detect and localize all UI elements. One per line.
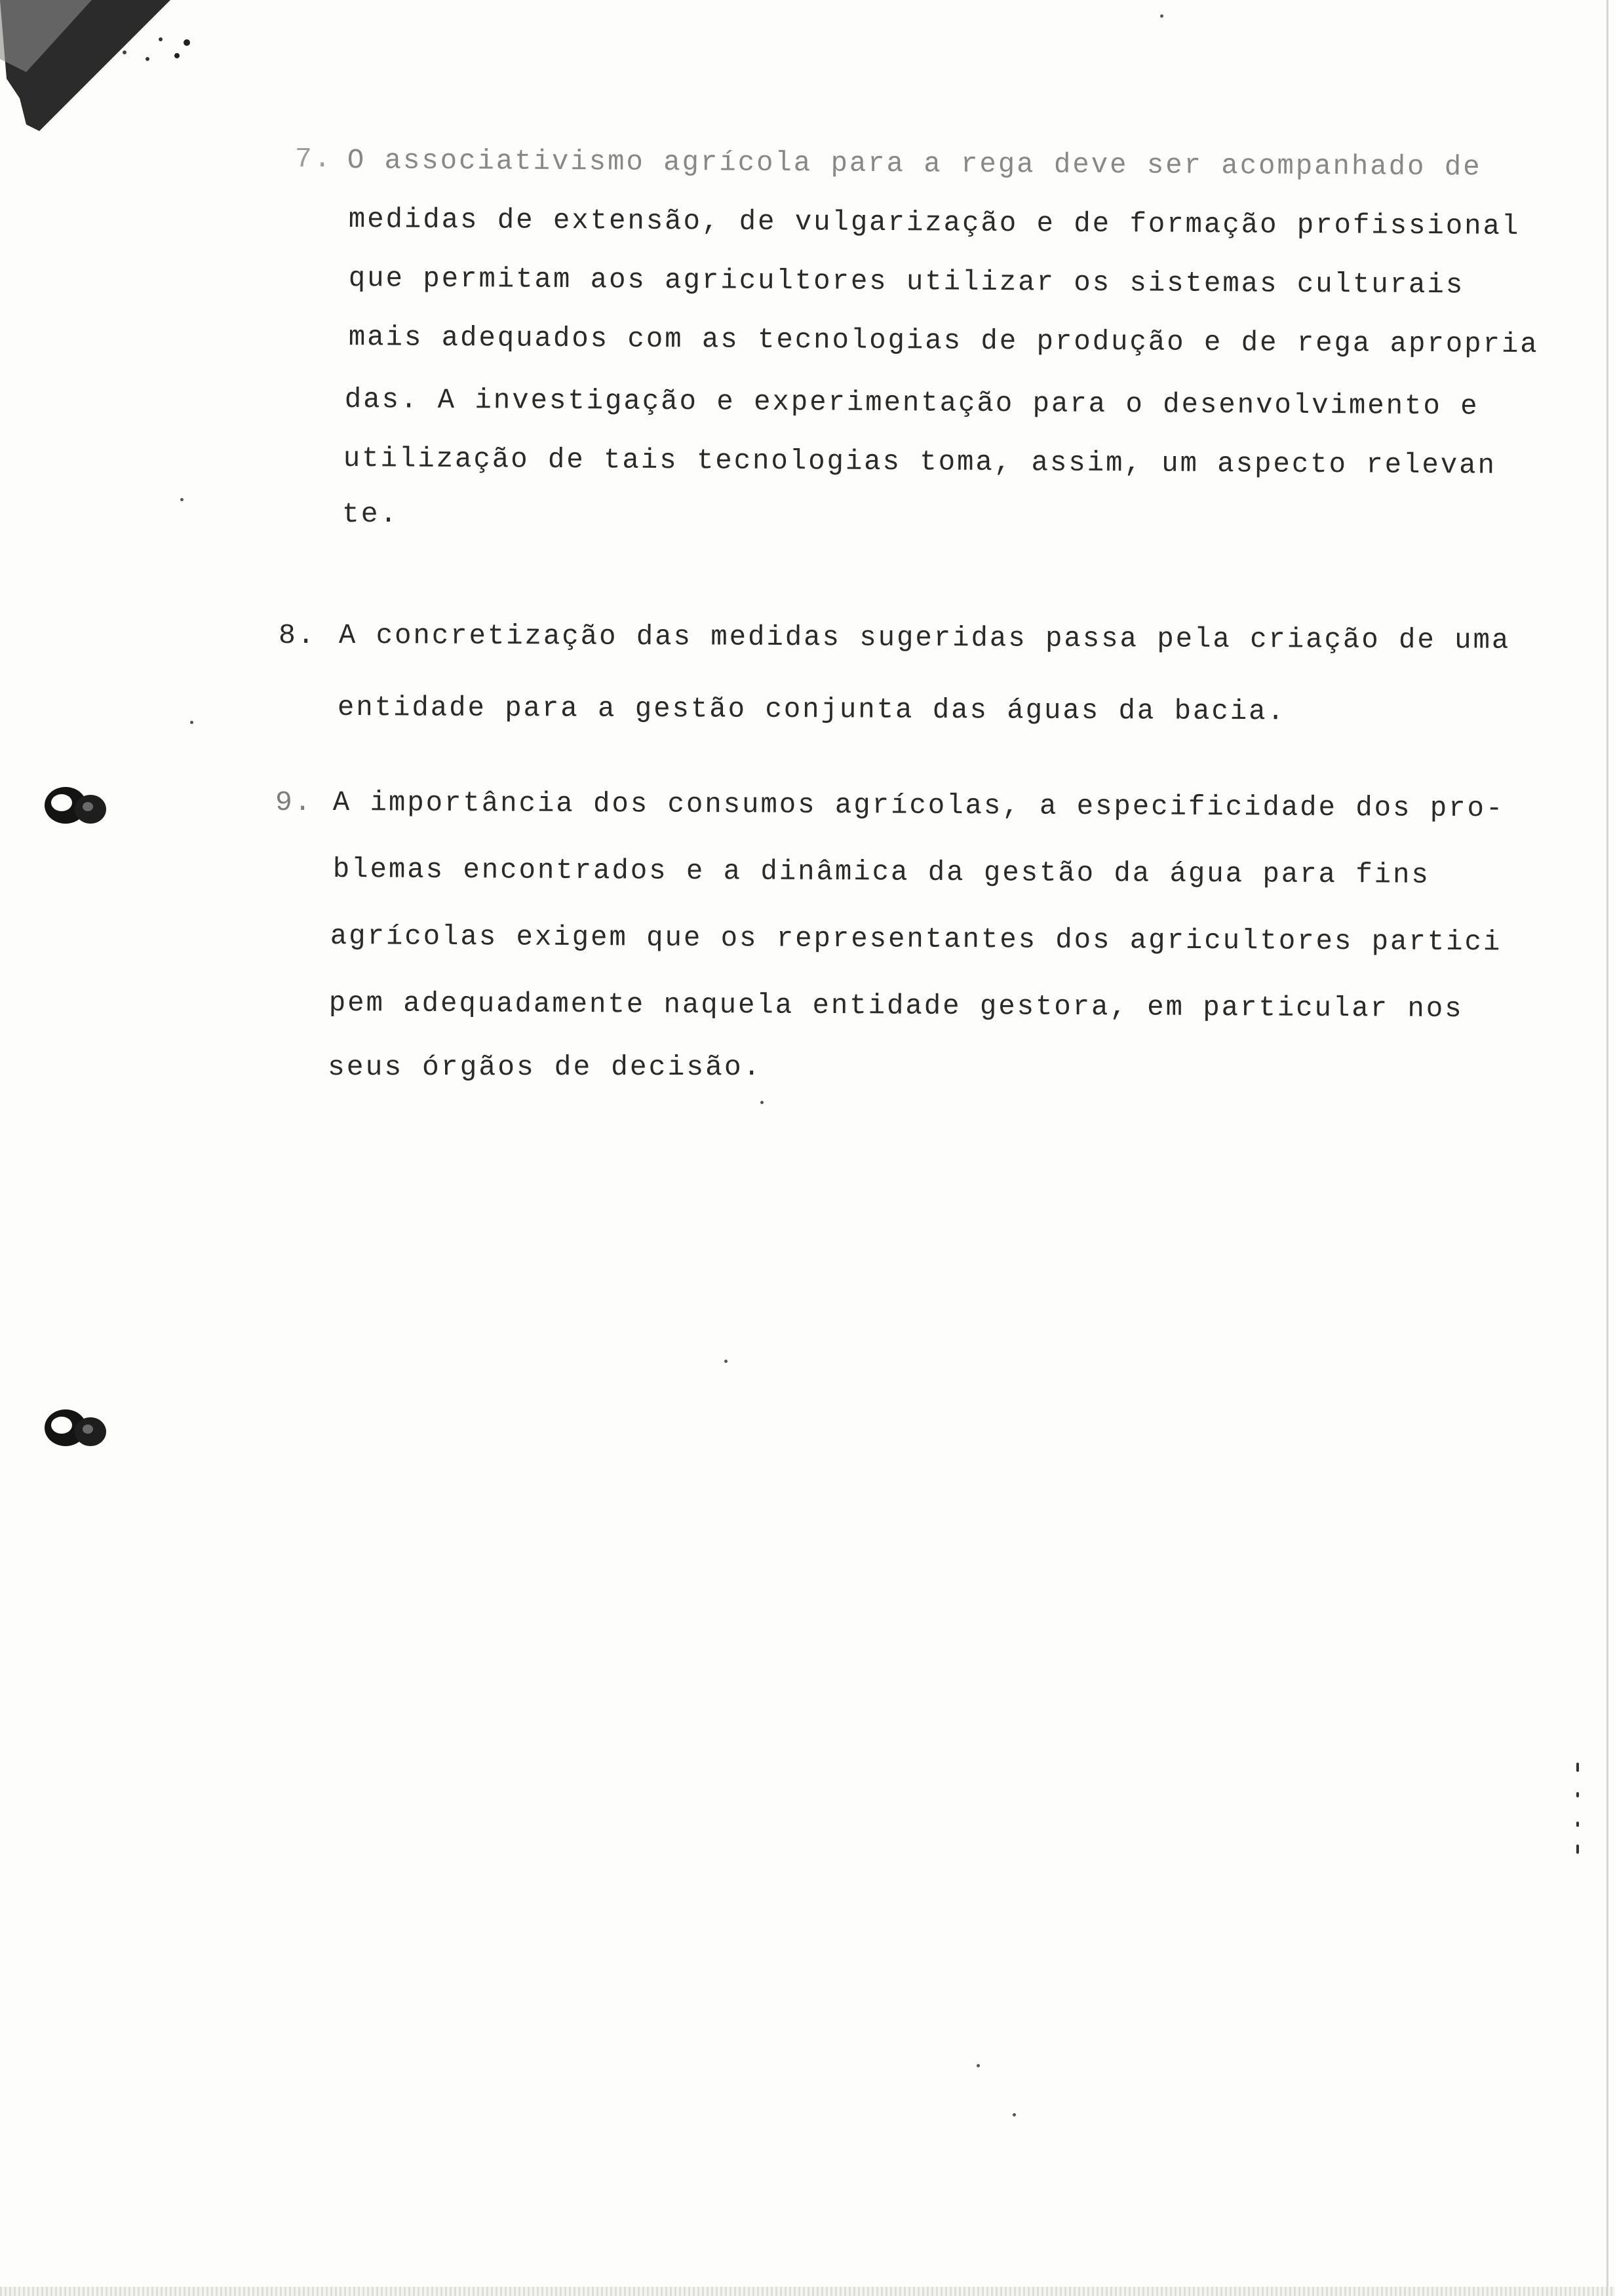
- margin-mark: [1576, 1822, 1579, 1827]
- scan-speck: [1160, 14, 1163, 18]
- scan-speck: [190, 721, 193, 724]
- scan-speck: [977, 2064, 980, 2067]
- paragraph-line: das. A investigação e experimentação para o desenvolvimento e: [344, 383, 1479, 423]
- numbered-paragraph-9: [275, 786, 1573, 1101]
- paragraph-line: O associativismo agrícola para a rega deve ser acompanhado de: [347, 144, 1482, 183]
- paragraph-line: entidade para a gestão conjunta das águas da bacia.: [337, 691, 1286, 728]
- paragraph-line: mais adequados com as tecnologias de produção e de rega apropria: [348, 321, 1539, 361]
- paragraph-line: medidas de extensão, de vulgarização e de formação profissional: [348, 203, 1521, 242]
- margin-mark: [1576, 1763, 1579, 1772]
- paragraph-line: pem adequadamente naquela entidade gestora, em particular nos: [328, 987, 1464, 1025]
- margin-mark: [1576, 1792, 1579, 1797]
- paragraph-number: 8.: [279, 619, 317, 651]
- margin-mark: [1576, 1845, 1579, 1854]
- paragraph-line: A concretização das medidas sugeridas passa pela criação de uma: [338, 619, 1511, 657]
- binder-hole-mark: [39, 1406, 111, 1451]
- numbered-paragraph-7: [295, 131, 1573, 577]
- paragraph-line: A importância dos consumos agrícolas, a especificidade dos pro-: [332, 786, 1505, 825]
- scan-noise-strip: [0, 2287, 1615, 2296]
- paragraph-number: 7.: [295, 143, 333, 175]
- paragraph-line: blemas encontrados e a dinâmica da gestão da água para fins: [332, 853, 1430, 891]
- paragraph-line: seus órgãos de decisão.: [328, 1051, 762, 1083]
- binder-hole-mark: [39, 783, 111, 829]
- page-edge: [1606, 0, 1608, 2296]
- scan-speck: [760, 1101, 764, 1104]
- paragraph-line: que permitam aos agricultores utilizar os sistemas culturais: [348, 262, 1465, 301]
- paragraph-line: utilização de tais tecnologias toma, assim, um aspecto relevan: [343, 442, 1497, 482]
- scan-speck: [180, 498, 184, 501]
- scan-speck: [724, 1360, 728, 1363]
- numbered-paragraph-8: [279, 619, 1576, 750]
- paragraph-line: te.: [342, 498, 399, 530]
- staple-corner-mark: [0, 0, 216, 157]
- scan-speck: [1013, 2113, 1016, 2116]
- paragraph-line: agrícolas exigem que os representantes dos agricultores partici: [330, 920, 1502, 959]
- paragraph-number: 9.: [275, 786, 313, 818]
